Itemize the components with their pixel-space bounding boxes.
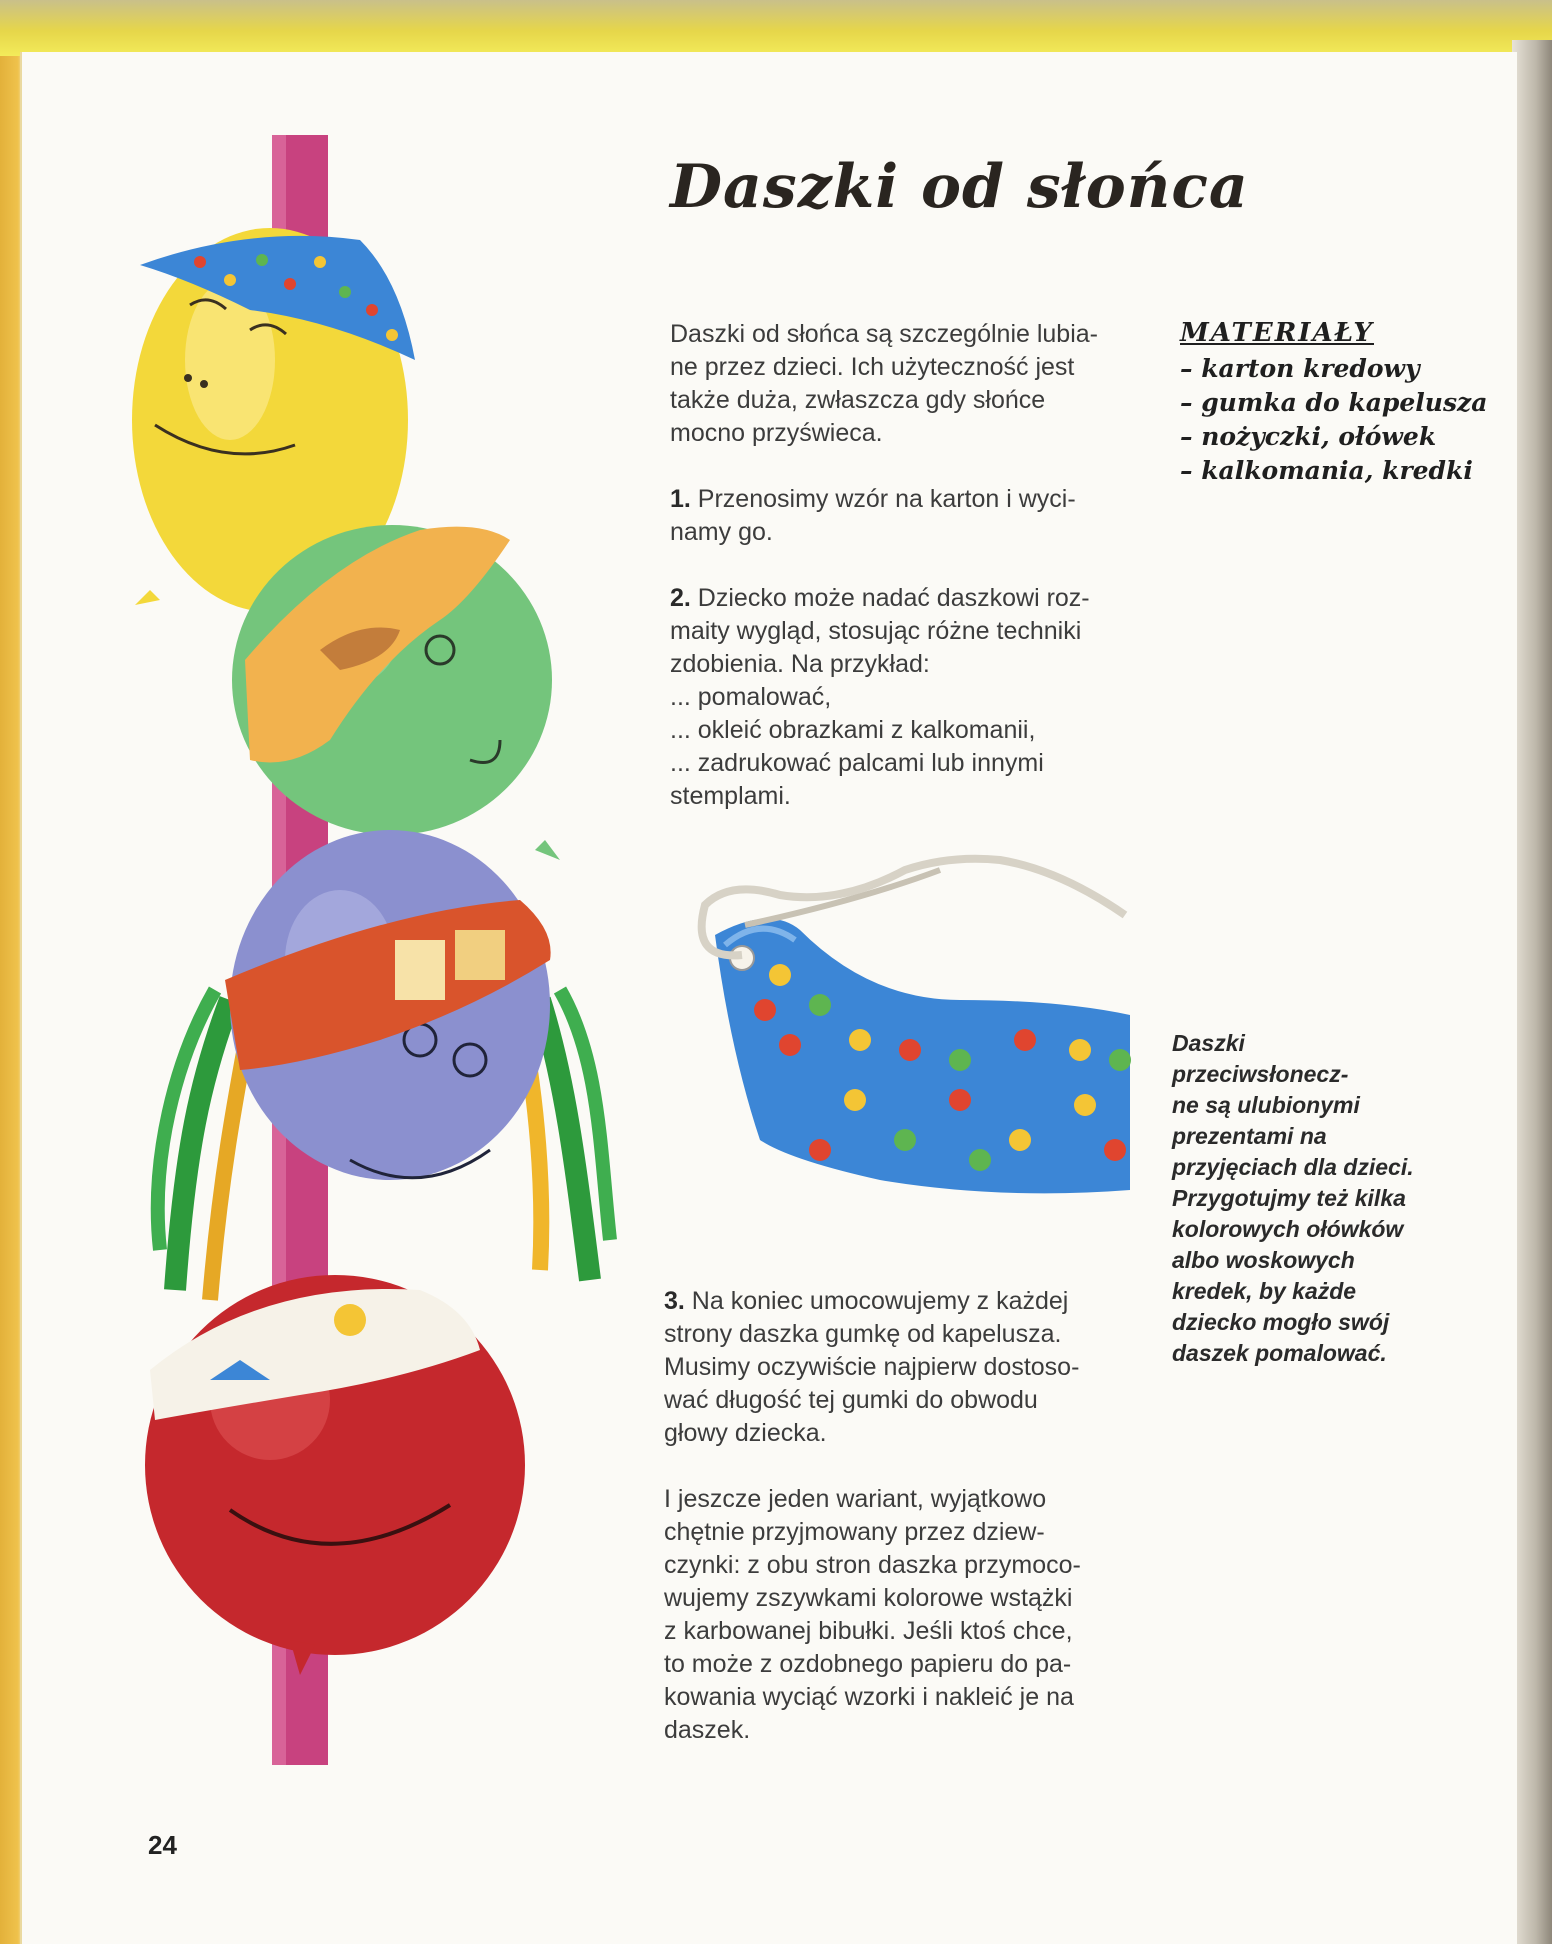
step-3-text: Na koniec umocowujemy z każdej strony daszka gumkę od kapelusza. Musimy oczywiście najpierw dostoso- wać długość tej gumki do obwodu głowy dziecka. xyxy=(664,1287,1080,1447)
illustration-caption: Daszki przeciwsłonecz- ne są ulubionymi prezentami na przyjęciach dla dzieci. Przygotujmy też kilka kolorowych ołówków albo woskowych kredek, by każde dziecko mogło swój daszek pomalować. xyxy=(1172,1030,1414,1366)
page-title: Daszki od słońca xyxy=(670,152,1249,222)
step-2-paragraph xyxy=(670,582,1140,813)
materials-item: – karton kredowy xyxy=(1180,354,1420,383)
main-text-column-bottom xyxy=(664,1285,1134,1780)
step-2-number: 2. xyxy=(670,584,691,612)
materials-item: – nożyczki, ołówek xyxy=(1180,422,1437,451)
materials-box xyxy=(1180,318,1487,488)
step-1-paragraph xyxy=(670,483,1140,549)
page-number: 24 xyxy=(148,1830,177,1860)
materials-item: – kalkomania, kredki xyxy=(1180,456,1473,485)
visor-pattern-illustration xyxy=(715,919,1130,1194)
intro-paragraph: Daszki od słońca są szczególnie lubia- ne przez dzieci. Ich użyteczność jest także duża, zwłaszcza gdy słońce mocno przyświeca. xyxy=(670,320,1098,447)
step-2-text: Dziecko może nadać daszkowi roz- maity wygląd, stosując różne techniki zdobienia. Na przykład: ... pomalować, ... okleić obrazkami z kalkomanii, ... zadrukować palcami lub innymi stemplami. xyxy=(670,584,1090,810)
main-text-column-top xyxy=(670,318,1140,846)
step-1-text: Przenosimy wzór na karton i wyci- namy go. xyxy=(670,485,1076,546)
step-1-number: 1. xyxy=(670,485,691,513)
step-3-paragraph xyxy=(664,1285,1134,1450)
variant-paragraph: I jeszcze jeden wariant, wyjątkowo chętnie przyjmowany przez dziew- czynki: z obu stron daszka przymoco- wujemy zszywkami kolorowe wstążki z karbowanej bibułki. Jeśli ktoś chce, to może z ozdobnego papieru do pa- kowania wyciąć wzorki i nakleić je na daszek. xyxy=(664,1485,1081,1744)
materials-item: – gumka do kapelusza xyxy=(1180,388,1488,417)
materials-heading: MATERIAŁY xyxy=(1180,318,1374,348)
step-3-number: 3. xyxy=(664,1287,685,1315)
